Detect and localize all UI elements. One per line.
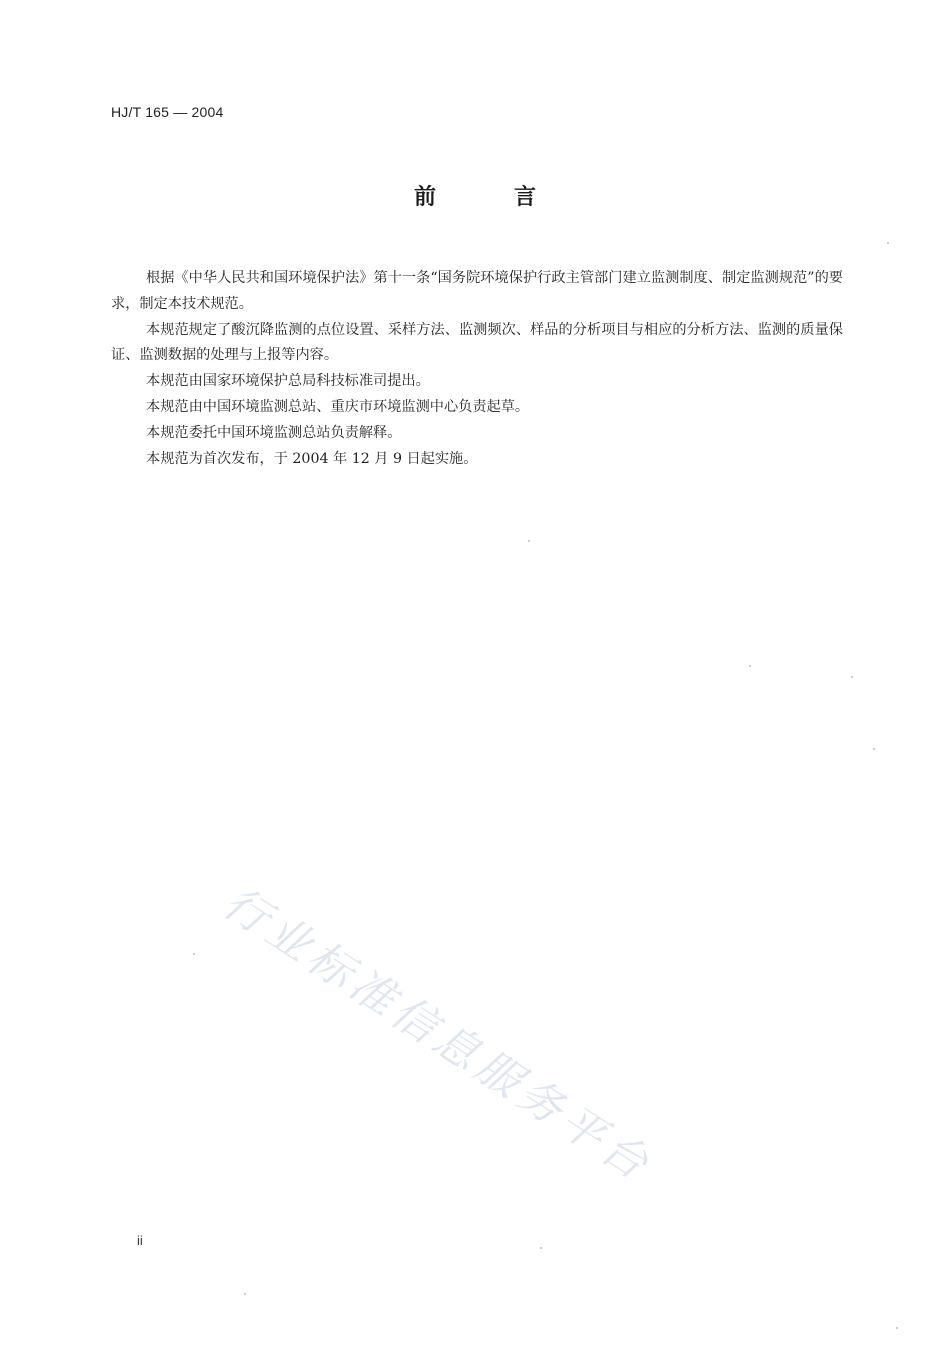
scan-speck xyxy=(540,1247,542,1249)
watermark: 行业标准信息服务平台 xyxy=(214,877,662,1193)
scan-speck xyxy=(896,1327,898,1329)
paragraph-legal-basis: 根据《中华人民共和国环境保护法》第十一条“国务院环境保护行政主管部门建立监测制度、制定监测规范”的要求，制定本技术规范。 xyxy=(111,270,843,312)
paragraph-interpreter: 本规范委托中国环境监测总站负责解释。 xyxy=(146,424,402,441)
title-char-1: 前 xyxy=(413,185,436,210)
scan-speck xyxy=(528,540,530,542)
paragraph-proposer: 本规范由国家环境保护总局科技标准司提出。 xyxy=(146,373,430,390)
scan-speck xyxy=(873,748,875,750)
scan-speck xyxy=(244,1293,246,1295)
preface-body xyxy=(111,266,843,472)
paragraph-effective-date: 本规范为首次发布，于 2004 年 12 月 9 日起实施。 xyxy=(146,450,478,467)
paragraph-drafters: 本规范由中国环境监测总站、重庆市环境监测中心负责起草。 xyxy=(146,398,530,415)
page-title xyxy=(0,180,950,211)
scan-speck xyxy=(193,953,195,955)
title-char-2: 言 xyxy=(514,185,537,210)
scan-speck xyxy=(749,665,751,667)
paragraph-scope: 本规范规定了酸沉降监测的点位设置、采样方法、监测频次、样品的分析项目与相应的分析方法、监测的质量保证、监测数据的处理与上报等内容。 xyxy=(111,321,843,364)
scan-speck xyxy=(887,242,889,244)
scan-speck xyxy=(851,676,853,678)
page-number: ii xyxy=(137,1233,143,1248)
standard-code-header: HJ/T 165 — 2004 xyxy=(111,104,224,120)
